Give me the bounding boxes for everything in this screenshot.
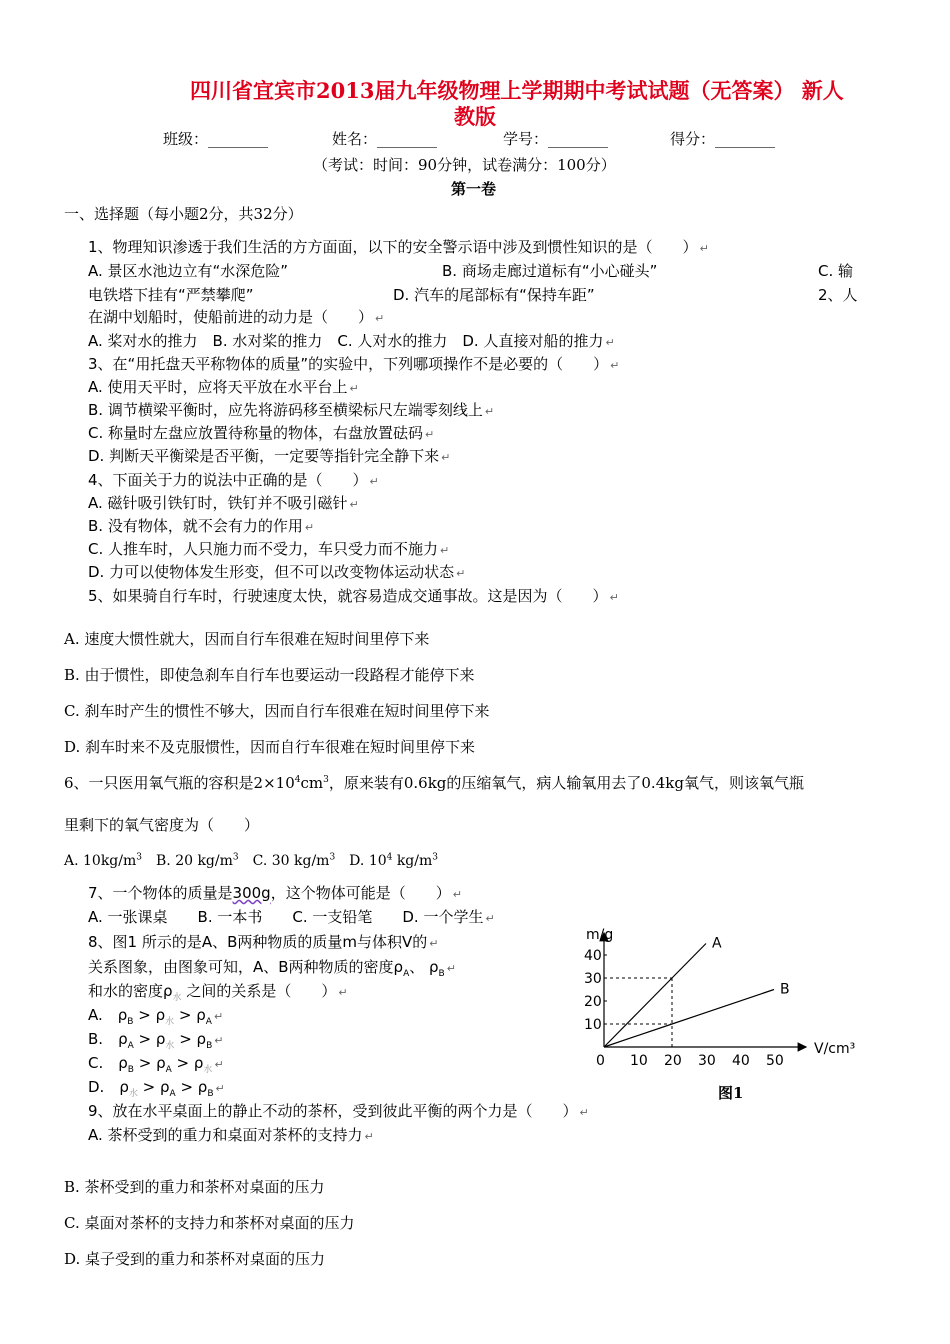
q4-stem: 4、下面关于力的说法中正确的是（ ） ↵ (88, 471, 379, 489)
q4-option-d: D. 力可以使物体发生形变，但不可以改变物体运动状态 ↵ (88, 563, 466, 581)
y-tick-label: 30 (584, 971, 602, 987)
q7-options: A. 一张课桌 B. 一本书 C. 一支铅笔 D. 一个学生 ↵ (88, 908, 495, 926)
q8-stem-line2: 关系图象，由图象可知，A、B两种物质的密度$\rho_A$、 $\rho_B$ ↵ (88, 958, 456, 979)
volume-heading: 第一卷 (451, 180, 497, 198)
series-line-B (604, 990, 774, 1048)
q3-stem: 3、在“用托盘天平称物体的质量”的实验中，下列哪项操作不是必要的（ ） ↵ (88, 355, 620, 373)
q2-number: 2、人 (818, 286, 858, 304)
q1-option-b: B. 商场走廊过道标有“小心碰头” (442, 262, 658, 280)
x-axis-label: V/cm³ (814, 1041, 856, 1057)
y-axis-label: m/g (586, 927, 614, 943)
y-tick-label: 20 (584, 994, 602, 1010)
q8-stem-line3: 和水的密度$\rho_水$ 之间的关系是（ ） ↵ (88, 982, 348, 1003)
series-label-A: A (712, 935, 722, 952)
y-tick-label: 40 (584, 948, 602, 964)
q8-option-c: C. $\rho_B > \rho_A > \rho_水$ ↵ (88, 1054, 224, 1075)
q8-option-a: A. $\rho_B > \rho_水 > \rho_A$ ↵ (88, 1006, 224, 1027)
q4-option-a: A. 磁针吸引铁钉时，铁钉并不吸引磁针 ↵ (88, 494, 359, 512)
series-line-A (604, 944, 706, 1048)
q5-option-b: B. 由于惯性，即使急刹车自行车也要运动一段路程才能停下来 (64, 666, 475, 684)
x-tick-label: 30 (698, 1053, 716, 1069)
q4-option-c: C. 人推车时，人只施力而不受力，车只受力而不施力 ↵ (88, 540, 450, 558)
q6-stem-line2: 里剩下的氧气密度为（ ） (64, 816, 260, 834)
x-tick-label: 20 (664, 1053, 682, 1069)
q1-stem: 1、物理知识渗透于我们生活的方方面面，以下的安全警示语中涉及到惯性知识的是（ ） ↵ (88, 238, 709, 256)
class-field: 班级：________ (163, 130, 269, 148)
q3-option-b: B. 调节横梁平衡时，应先将游码移至横梁标尺左端零刻线上 ↵ (88, 401, 495, 419)
q8-stem-line1: 8、图1 所示的是A、B两种物质的质量m与体积V的 ↵ (88, 933, 439, 951)
q3-option-a: A. 使用天平时，应将天平放在水平台上 ↵ (88, 378, 359, 396)
q3-option-d: D. 判断天平衡梁是否平衡，一定要等指针完全静下来 ↵ (88, 447, 451, 465)
q1-option-d: D. 汽车的尾部标有“保持车距” (393, 286, 595, 304)
q5-stem: 5、如果骑自行车时，行驶速度太快，就容易造成交通事故。这是因为（ ） ↵ (88, 587, 619, 605)
series-label-B: B (780, 981, 790, 998)
exam-info: （考试：时间：90分钟，试卷满分：100分） (313, 156, 616, 174)
x-tick-label: 40 (732, 1053, 750, 1069)
q9-stem: 9、放在水平桌面上的静止不动的茶杯，受到彼此平衡的两个力是（ ） ↵ (88, 1102, 589, 1120)
score-field: 得分：________ (670, 130, 776, 148)
document-title-line2: 教版 (454, 104, 496, 129)
student-id-field: 学号：________ (503, 130, 609, 148)
q5-option-c: C. 刹车时产生的惯性不够大，因而自行车很难在短时间里停下来 (64, 702, 490, 720)
name-field: 姓名：________ (332, 130, 438, 148)
q9-option-a: A. 茶杯受到的重力和桌面对茶杯的支持力 ↵ (88, 1126, 374, 1144)
q8-option-b: B. $\rho_A > \rho_水 > \rho_B$ ↵ (88, 1030, 224, 1051)
q9-option-d: D. 桌子受到的重力和茶杯对桌面的压力 (64, 1250, 326, 1268)
q1-option-c-part2: 电铁塔下挂有“严禁攀爬” (88, 286, 254, 304)
q6-options: A. $10kg/m^3$ B. 20 $kg/m^3$ C. 30 $kg/m^3$ D. $10^4$ $kg/m^3$ (64, 852, 438, 869)
q1-option-a: A. 景区水池边立有“水深危险” (88, 262, 289, 280)
q9-option-b: B. 茶杯受到的重力和茶杯对桌面的压力 (64, 1178, 325, 1196)
figure-caption: 图1 (718, 1084, 744, 1102)
q5-option-a: A. 速度大惯性就大，因而自行车很难在短时间里停下来 (64, 630, 430, 648)
section-heading: 一、选择题（每小题2分，共32分） (64, 205, 303, 223)
x-tick-label: 0 (596, 1053, 605, 1069)
x-tick-label: 10 (630, 1053, 648, 1069)
q2-stem: 在湖中划船时，使船前进的动力是（ ） ↵ (88, 308, 385, 326)
q8-option-d: D. $\rho_水 > \rho_A > \rho_B$ ↵ (88, 1078, 225, 1099)
q3-option-c: C. 称量时左盘应放置待称量的物体，右盘放置砝码 ↵ (88, 424, 435, 442)
figure-1-chart (570, 925, 880, 1105)
q4-option-b: B. 没有物体，就不会有力的作用 ↵ (88, 517, 315, 535)
document-title-line1: 四川省宜宾市2013届九年级物理上学期期中考试试题（无答案） 新人 (190, 78, 844, 103)
x-tick-label: 50 (766, 1053, 784, 1069)
q6-stem: 6、一只医用氧气瓶的容积是$2\times 10^4cm^3$，原来装有0.6kg的压缩氧气，病人输氧用去了0.4kg氧气，则该氧气瓶 (64, 774, 804, 792)
y-tick-label: 10 (584, 1017, 602, 1033)
q5-option-d: D. 刹车时来不及克服惯性，因而自行车很难在短时间里停下来 (64, 738, 476, 756)
q7-stem: 7、一个物体的质量是300g，这个物体可能是（ ） ↵ (88, 884, 462, 902)
q9-option-c: C. 桌面对茶杯的支持力和茶杯对桌面的压力 (64, 1214, 355, 1232)
q2-options: A. 桨对水的推力 B. 水对桨的推力 C. 人对水的推力 D. 人直接对船的推力 ↵ (88, 332, 615, 350)
q1-option-c-part1: C. 输 (818, 262, 854, 280)
